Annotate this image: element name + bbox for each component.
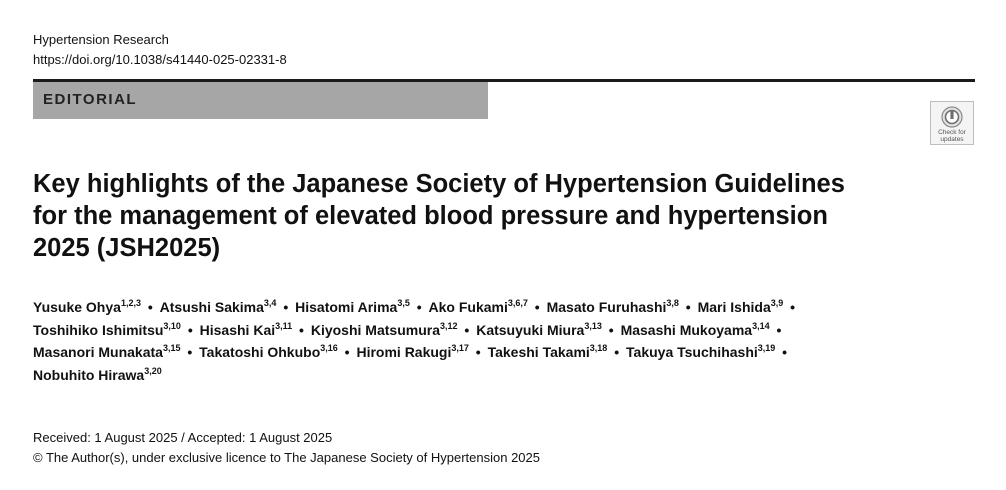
article-meta bbox=[33, 428, 540, 468]
author-entry[interactable] bbox=[621, 322, 770, 338]
author-name: Masanori Munakata bbox=[33, 344, 163, 360]
received-accepted-dates: Received: 1 August 2025 / Accepted: 1 August 2025 bbox=[33, 430, 333, 445]
author-name: Nobuhito Hirawa bbox=[33, 366, 145, 383]
author-separator: • bbox=[772, 321, 782, 338]
author-entry[interactable] bbox=[33, 299, 141, 315]
title-line: for the management of elevated blood pressure and hypertension bbox=[33, 202, 828, 230]
author-line bbox=[33, 296, 978, 319]
author-affiliation: 3,13 bbox=[584, 320, 602, 331]
author-affiliation: 3,19 bbox=[757, 343, 776, 353]
author-name: Atsushi Sakima bbox=[159, 299, 264, 315]
crossmark-icon bbox=[941, 106, 963, 128]
author-entry[interactable] bbox=[626, 344, 775, 360]
author-name: Takeshi Takami bbox=[487, 344, 590, 360]
author-affiliation: 3,17 bbox=[451, 343, 469, 353]
author-separator: • bbox=[143, 299, 157, 315]
author-entry[interactable] bbox=[476, 322, 602, 338]
author-affiliation: 3,9 bbox=[770, 298, 784, 308]
author-name: Katsuyuki Miura bbox=[476, 321, 585, 338]
author-name: Masato Furuhashi bbox=[546, 299, 667, 315]
author-affiliation: 3,4 bbox=[263, 298, 277, 308]
author-name: Hisashi Kai bbox=[199, 321, 276, 338]
author-affiliation: 3,14 bbox=[752, 320, 770, 331]
section-label: EDITORIAL bbox=[43, 91, 138, 108]
author-separator: • bbox=[530, 299, 544, 315]
author-name: Takuya Tsuchihashi bbox=[626, 344, 758, 360]
author-separator: • bbox=[279, 299, 293, 315]
author-separator: • bbox=[412, 299, 426, 315]
author-affiliation: 3,20 bbox=[144, 365, 162, 376]
author-affiliation: 3,18 bbox=[589, 343, 608, 353]
badge-line-1: Check for bbox=[938, 129, 966, 136]
author-affiliation: 3,12 bbox=[439, 320, 458, 331]
author-name: Hisatomi Arima bbox=[295, 299, 398, 315]
article-title bbox=[33, 168, 913, 264]
author-affiliation: 3,15 bbox=[162, 343, 181, 353]
author-line bbox=[33, 341, 978, 364]
author-entry[interactable] bbox=[698, 299, 784, 315]
author-name: Masashi Mukoyama bbox=[620, 321, 753, 338]
author-entry[interactable] bbox=[547, 299, 679, 315]
author-name: Takatoshi Ohkubo bbox=[199, 344, 321, 360]
author-separator: • bbox=[295, 321, 308, 338]
author-entry[interactable] bbox=[33, 322, 181, 338]
author-separator: • bbox=[610, 344, 624, 360]
author-name: Kiyoshi Matsumura bbox=[310, 321, 440, 338]
author-separator: • bbox=[778, 344, 788, 360]
author-entry[interactable] bbox=[33, 367, 162, 383]
author-separator: • bbox=[460, 321, 474, 338]
author-name: Yusuke Ohya bbox=[33, 299, 121, 315]
badge-caption bbox=[931, 129, 973, 143]
author-entry[interactable] bbox=[160, 299, 277, 315]
author-affiliation: 3,11 bbox=[275, 320, 293, 331]
copyright-notice: © The Author(s), under exclusive licence to The Japanese Society of Hypertension 2025 bbox=[33, 450, 540, 465]
author-name: Ako Fukami bbox=[428, 299, 508, 315]
author-name: Hiromi Rakugi bbox=[356, 344, 452, 360]
author-name: Toshihiko Ishimitsu bbox=[33, 321, 164, 338]
doi-link[interactable]: https://doi.org/10.1038/s41440-025-02331-8 bbox=[33, 52, 287, 67]
author-entry[interactable] bbox=[311, 322, 458, 338]
author-affiliation: 3,16 bbox=[320, 343, 338, 353]
author-entry[interactable] bbox=[429, 299, 528, 315]
title-line: 2025 (JSH2025) bbox=[33, 234, 221, 262]
author-affiliation: 3,8 bbox=[666, 298, 679, 308]
author-entry[interactable] bbox=[488, 344, 608, 360]
author-name: Mari Ishida bbox=[697, 299, 771, 315]
check-for-updates-button[interactable] bbox=[930, 101, 974, 145]
author-separator: • bbox=[183, 321, 197, 338]
author-affiliation: 3,5 bbox=[397, 298, 410, 308]
author-entry[interactable] bbox=[356, 344, 468, 360]
author-line bbox=[33, 319, 978, 342]
journal-header bbox=[33, 30, 287, 70]
author-affiliation: 3,10 bbox=[163, 320, 181, 331]
author-entry[interactable] bbox=[295, 299, 410, 315]
author-separator: • bbox=[340, 344, 354, 360]
author-entry[interactable] bbox=[33, 344, 180, 360]
author-entry[interactable] bbox=[200, 322, 293, 338]
author-separator: • bbox=[183, 344, 197, 360]
author-entry[interactable] bbox=[199, 344, 338, 360]
author-separator: • bbox=[471, 344, 485, 360]
badge-line-2: updates bbox=[940, 136, 964, 143]
section-banner bbox=[33, 82, 488, 119]
journal-name: Hypertension Research bbox=[33, 32, 169, 47]
author-separator: • bbox=[786, 299, 796, 315]
author-affiliation: 1,2,3 bbox=[120, 298, 141, 308]
author-list bbox=[33, 296, 978, 386]
author-separator: • bbox=[604, 321, 618, 338]
title-line: Key highlights of the Japanese Society of Hypertension Guidelines bbox=[33, 170, 845, 198]
author-separator: • bbox=[681, 299, 695, 315]
author-affiliation: 3,6,7 bbox=[507, 298, 528, 308]
author-line bbox=[33, 364, 978, 387]
